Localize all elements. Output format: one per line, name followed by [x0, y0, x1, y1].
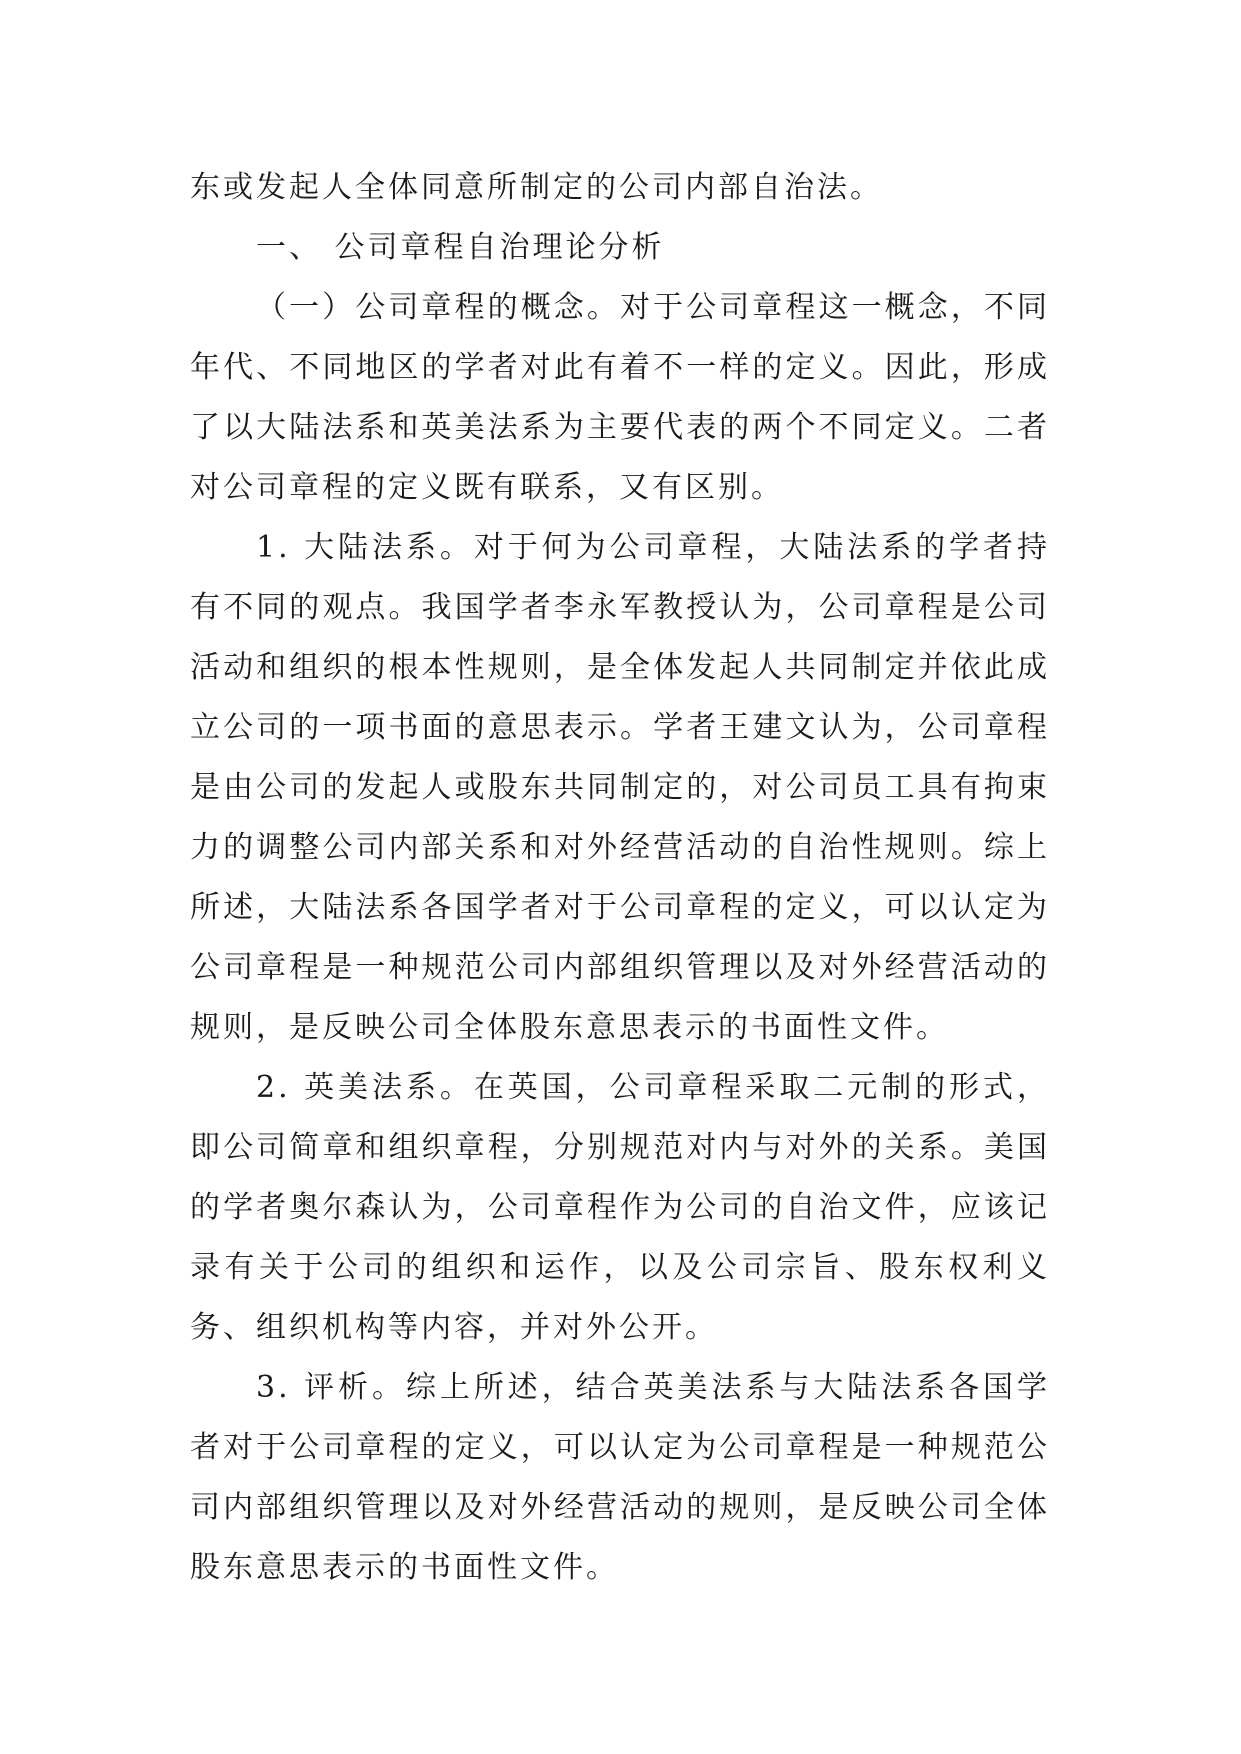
section-heading: 一、 公司章程自治理论分析 — [256, 230, 665, 265]
paragraph-analysis: 3. 评析。综上所述，结合英美法系与大陆法系各国学者对于公司章程的定义，可以认定为公司章程是一种规范公司内部组织管理以及对外经营活动的规则，是反映公司全体股东意思表示的书面性文件。 — [190, 1370, 1050, 1585]
paragraph-common-law: 2. 英美法系。在英国，公司章程采取二元制的形式，即公司简章和组织章程，分别规范对内与对外的关系。美国的学者奥尔森认为，公司章程作为公司的自治文件，应该记录有关于公司的组织和运作，以及公司宗旨、股东权利义务、组织机构等内容，并对外公开。 — [190, 1070, 1050, 1345]
body-text — [190, 158, 1050, 1598]
paragraph-civil-law: 1. 大陆法系。对于何为公司章程，大陆法系的学者持有不同的观点。我国学者李永军教授认为，公司章程是公司活动和组织的根本性规则，是全体发起人共同制定并依此成立公司的一项书面的意思表示。学者王建文认为，公司章程是由公司的发起人或股东共同制定的，对公司员工具有拘束力的调整公司内部关系和对外经营活动的自治性规则。综上所述，大陆法系各国学者对于公司章程的定义，可以认定为公司章程是一种规范公司内部组织管理以及对外经营活动的规则，是反映公司全体股东意思表示的书面性文件。 — [190, 530, 1050, 1045]
paragraph-continuation: 东或发起人全体同意所制定的公司内部自治法。 — [190, 170, 883, 205]
paragraph-concept: （一）公司章程的概念。对于公司章程这一概念，不同年代、不同地区的学者对此有着不一样的定义。因此，形成了以大陆法系和英美法系为主要代表的两个不同定义。二者对公司章程的定义既有联系，又有区别。 — [190, 290, 1050, 505]
